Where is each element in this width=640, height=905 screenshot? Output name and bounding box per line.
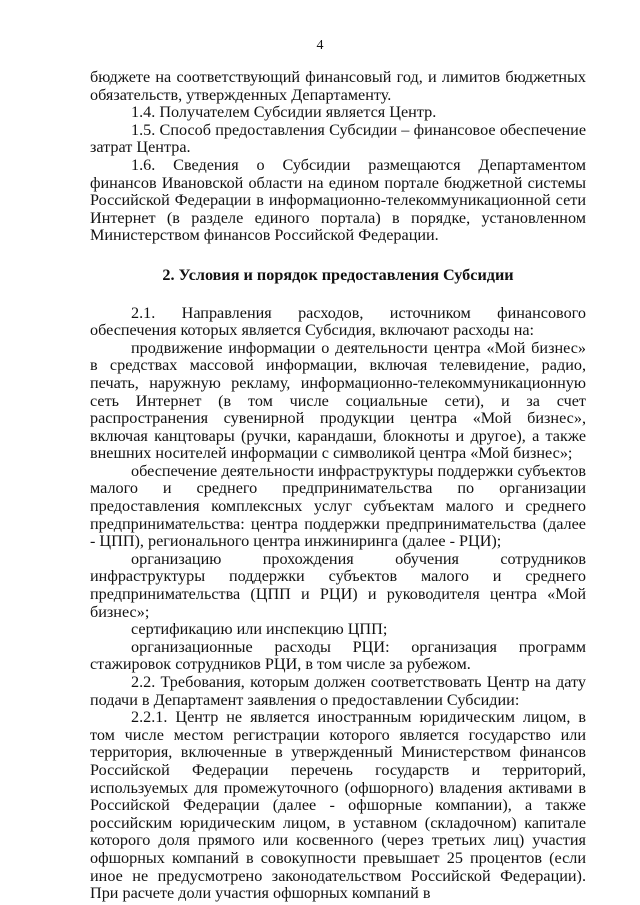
section-heading: 2. Условия и порядок предоставления Субсидии xyxy=(162,265,514,284)
paragraph-budget-continuation: бюджете на соответствующий финансовый год, и лимитов бюджетных обязательств, утвержденных Департаменту. xyxy=(90,68,586,104)
paragraph-1-6: 1.6. Сведения о Субсидии размещаются Департаментом финансов Ивановской области на едином портале бюджетной системы Российской Федерации в информационно-телекоммуникационной сети Интернет (в разделе единого портала) в порядке, установленном Министерством финансов Российской Федерации. xyxy=(90,155,586,245)
paragraph-1-5: 1.5. Способ предоставления Субсидии – финансовое обеспечение затрат Центра. xyxy=(90,120,586,157)
paragraph-organizational-expenses: организационные расходы РЦИ: организация программ стажировок сотрудников РЦИ, в том числе за рубежом. xyxy=(90,637,586,674)
paragraph-training: организацию прохождения обучения сотрудников инфраструктуры поддержки субъектов малого и среднего предпринимательства (ЦПП и РЦИ) и руководителя центра «Мой бизнес»; xyxy=(90,549,586,621)
paragraph-2-1: 2.1. Направления расходов, источником финансового обеспечения которых является Субсидия, включают расходы на: xyxy=(90,303,586,340)
paragraph-1-4: 1.4. Получателем Субсидии является Центр. xyxy=(131,103,437,122)
paragraph-infrastructure: обеспечение деятельности инфраструктуры поддержки субъектов малого и среднего предпринимательства по организации предоставления комплексных услуг субъектам малого и среднего предпринимательства: центра поддержки предпринимательства (далее - ЦПП), регионального центра инжиниринга (далее - РЦИ); xyxy=(90,461,586,551)
paragraph-promotion: продвижение информации о деятельности центра «Мой бизнес» в средствах массовой информации, включая телевидение, радио, печать, наружную рекламу, информационно-телекоммуникационную сеть Интернет (в том числе социальные сети), и за счет распространения сувенирной продукции центра «Мой бизнес», включая канцтовары (ручки, карандаши, блокноты и другое), а также внешних носителей информации с символикой центра «Мой бизнес»; xyxy=(90,338,586,463)
page-number: 4 xyxy=(316,38,324,53)
paragraph-2-2-1: 2.2.1. Центр не является иностранным юридическим лицом, в том числе местом регистрации которого является государство или территория, включенные в утвержденный Министерством финансов Российской Федерации перечень государств и территорий, используемых для промежуточного (офшорного) владения активами в Российской Федерации (далее - офшорные компании), а также российским юридическим лицом, в уставном (складочном) капитале которого доля прямого или косвенного (через третьих лиц) участия офшорных компаний в совокупности превышает 25 процентов (если иное не предусмотрено законодательством Российской Федерации). При расчете доли участия офшорных компаний в xyxy=(90,708,586,903)
paragraph-2-2: 2.2. Требования, которым должен соответствовать Центр на дату подачи в Департамент заявления о предоставлении Субсидии: xyxy=(90,673,586,709)
paragraph-certification: сертификацию или инспекцию ЦПП; xyxy=(131,620,388,639)
page-content xyxy=(90,69,586,903)
